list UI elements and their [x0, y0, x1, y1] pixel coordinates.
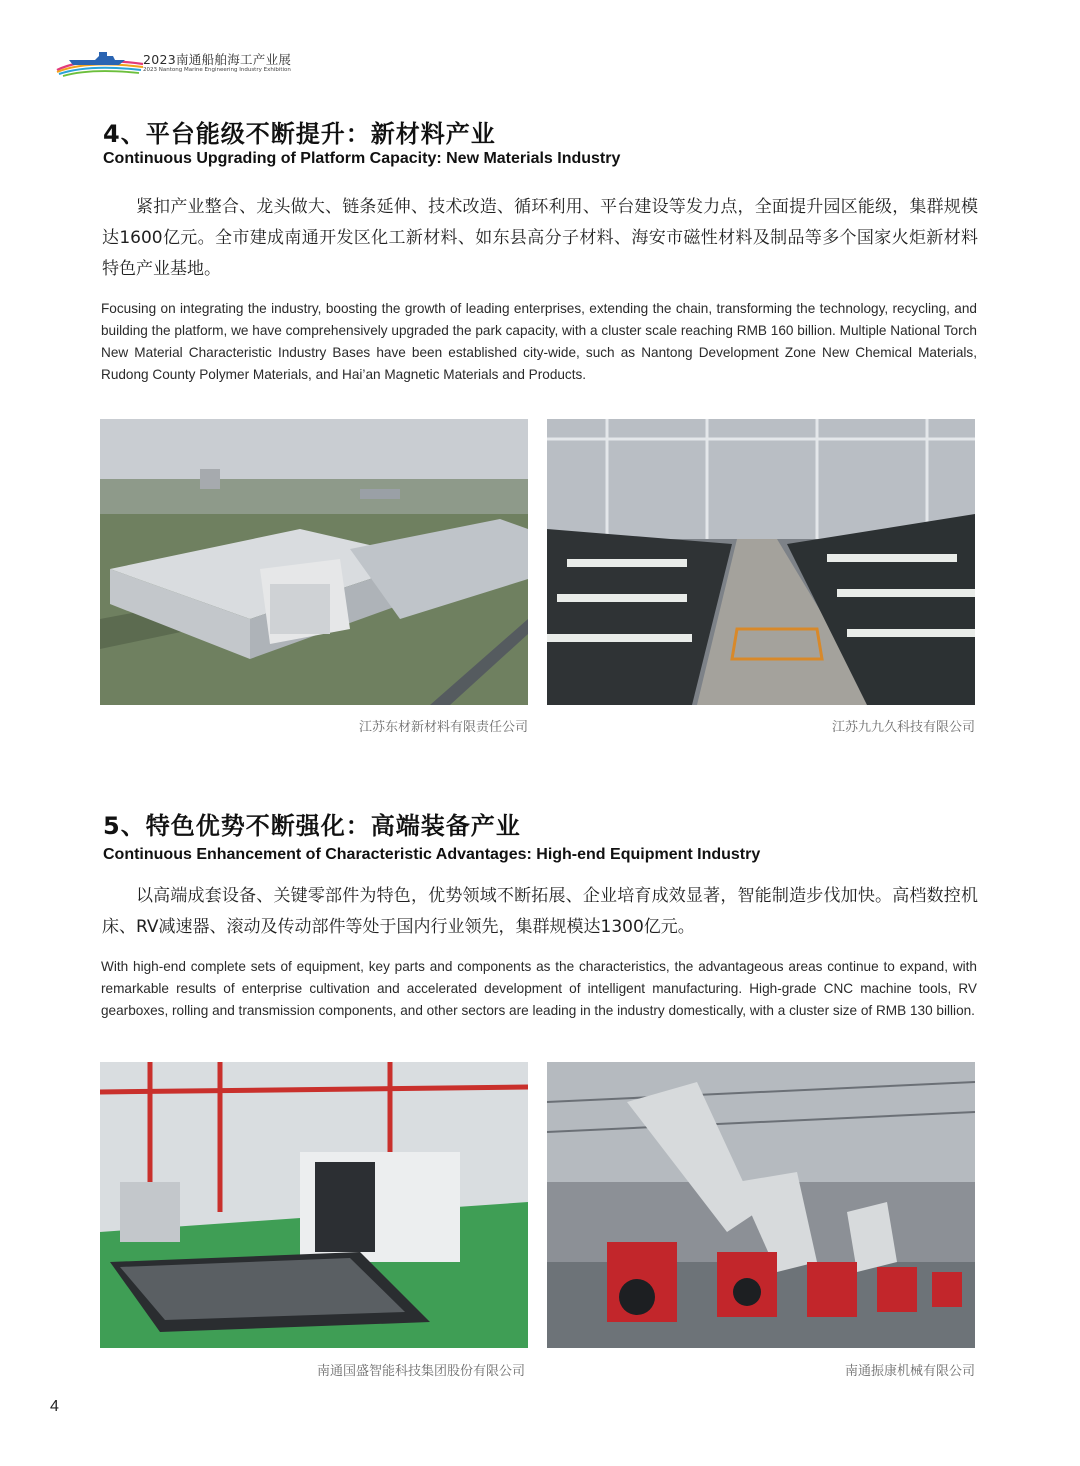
photo-caption: 南通国盛智能科技集团股份有限公司	[316, 1364, 525, 1379]
section-4-body-cn: 紧扣产业整合、龙头做大、链条延伸、技术改造、循环利用、平台建设等发力点，全面提升园区能级，集群规模达1600亿元。全市建成南通开发区化工新材料、如东县高分子材料、海安市磁性材料及制品等多个国家火炬新材料特色产业基地。	[102, 197, 978, 279]
photo-robot-arms	[547, 1062, 975, 1348]
photo-caption: 江苏东材新材料有限责任公司	[358, 720, 528, 735]
photo-aerial-factory	[100, 419, 528, 705]
photo-caption: 南通振康机械有限公司	[844, 1364, 975, 1379]
page-number: 4	[50, 1398, 59, 1415]
section-5-title: 5、特色优势不断强化：高端装备产业	[103, 812, 521, 840]
exhibition-title: 2023南通船舶海工产业展	[143, 52, 292, 67]
section-5-body-cn: 以高端成套设备、关键零部件为特色，优势领域不断拓展、企业培育成效显著，智能制造步伐加快。高档数控机床、RV减速器、滚动及传动部件等处于国内行业领先，集群规模达1300亿元。	[102, 886, 978, 937]
section-5-body-en: With high-end complete sets of equipment, key parts and components as the characteristics, the advantageous areas continue to expand, with remarkable results of enterprise cultivation and accelerated development of intelligent manufacturing. High-grade CNC machine tools, RV gearboxes, rolling and transmission components, and other sectors are leading in the industry domestically, with a cluster size of RMB 130 billion.	[101, 959, 977, 1018]
header	[55, 44, 355, 84]
photo-textile-workshop	[547, 419, 975, 705]
photo-cnc-workshop	[100, 1062, 528, 1348]
section-4-title: 4、平台能级不断提升：新材料产业	[103, 120, 496, 148]
photo-caption: 江苏九九久科技有限公司	[831, 720, 975, 735]
section-4-title-en: Continuous Upgrading of Platform Capacity: New Materials Industry	[103, 150, 621, 167]
exhibition-logo	[55, 48, 145, 78]
section-5-title-en: Continuous Enhancement of Characteristic Advantages: High-end Equipment Industry	[103, 846, 761, 863]
exhibition-subtitle: 2023 Nantong Marine Engineering Industry Exhibition	[143, 67, 291, 73]
section-4-body-en: Focusing on integrating the industry, boosting the growth of leading enterprises, extending the chain, transforming the technology, recycling, and building the platform, we have comprehensively upgraded the park capacity, with a cluster scale reaching RMB 160 billion. Multiple National Torch New Material Characteristic Industry Bases have been established city-wide, such as Nantong Development Zone New Chemical Materials, Rudong County Polymer Materials, and Hai’an Magnetic Materials and Products.	[101, 301, 977, 382]
